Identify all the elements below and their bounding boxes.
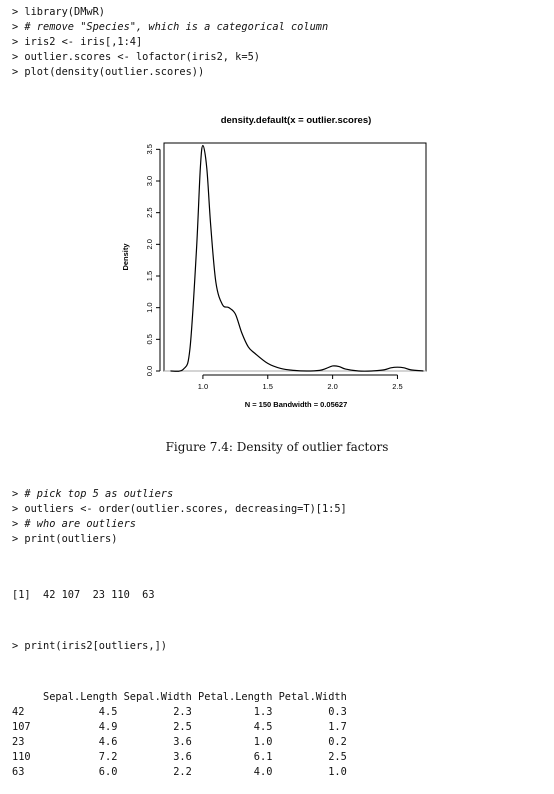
y-axis-label: Density xyxy=(121,243,130,271)
x-axis-label: N = 150 Bandwidth = 0.05627 xyxy=(244,400,348,409)
output-line: [1] 42 107 23 110 63 xyxy=(12,589,155,601)
plot-frame xyxy=(164,143,426,371)
row-label: 23 xyxy=(12,736,37,748)
table-cell: 4.6 xyxy=(36,736,118,748)
density-figure xyxy=(0,105,554,425)
table-cell: 1.0 xyxy=(191,736,273,748)
table-cell: 4.0 xyxy=(191,766,273,778)
outliers-output xyxy=(12,588,155,603)
table-cell: 1.3 xyxy=(191,706,273,718)
code-line: > iris2 <- iris[,1:4] xyxy=(12,36,143,48)
table-cell: 6.0 xyxy=(36,766,118,778)
y-tick-label: 1.0 xyxy=(145,302,154,313)
x-tick-label: 1.5 xyxy=(262,382,273,391)
y-tick-label: 0.0 xyxy=(145,365,154,377)
row-label: 107 xyxy=(12,721,37,733)
code-block-outliers xyxy=(12,487,347,547)
table-cell: Petal.Width xyxy=(272,691,347,703)
row-label: 42 xyxy=(12,706,37,718)
table-cell: 2.5 xyxy=(117,721,192,733)
x-tick-label: 2.0 xyxy=(327,382,338,391)
outlier-table xyxy=(12,690,347,780)
figure-caption: Figure 7.4: Density of outlier factors xyxy=(165,440,389,454)
table-cell: 4.5 xyxy=(36,706,118,718)
code-line: > print(outliers) xyxy=(12,533,118,545)
chart-title: density.default(x = outlier.scores) xyxy=(220,115,372,126)
code-line: > outlier.scores <- lofactor(iris2, k=5) xyxy=(12,51,260,63)
table-cell: 4.5 xyxy=(191,721,273,733)
y-tick-label: 2.0 xyxy=(145,239,154,250)
row-label: 63 xyxy=(12,766,37,778)
code-comment-line: > # remove "Species", which is a categorical column xyxy=(12,21,329,33)
code-line: > plot(density(outlier.scores)) xyxy=(12,66,205,78)
table-cell: 0.3 xyxy=(272,706,347,718)
code-line: > outliers <- order(outlier.scores, decreasing=T)[1:5] xyxy=(12,503,347,515)
code-comment-line: > # who are outliers xyxy=(12,518,136,530)
code-line: > library(DMwR) xyxy=(12,6,105,18)
table-cell: 3.6 xyxy=(117,736,192,748)
table-row xyxy=(12,720,347,735)
table-cell: 4.9 xyxy=(36,721,118,733)
table-cell: Sepal.Width xyxy=(117,691,192,703)
code-block-plot xyxy=(12,5,328,80)
table-row xyxy=(12,705,347,720)
table-cell: Petal.Length xyxy=(191,691,273,703)
code-line: > print(iris2[outliers,]) xyxy=(12,640,167,652)
table-row xyxy=(12,735,347,750)
table-cell: 7.2 xyxy=(36,751,118,763)
y-tick-label: 2.5 xyxy=(145,207,154,218)
x-tick-label: 2.5 xyxy=(392,382,403,391)
table-cell: 1.0 xyxy=(272,766,347,778)
y-tick-label: 1.5 xyxy=(145,270,154,282)
table-cell: 2.5 xyxy=(272,751,347,763)
table-cell: 6.1 xyxy=(191,751,273,763)
table-cell: 3.6 xyxy=(117,751,192,763)
density-curve xyxy=(170,146,423,372)
table-cell: Sepal.Length xyxy=(36,691,118,703)
table-row xyxy=(12,765,347,780)
table-row xyxy=(12,750,347,765)
table-cell: 0.2 xyxy=(272,736,347,748)
code-block-print xyxy=(12,639,167,654)
y-tick-label: 0.5 xyxy=(145,334,154,345)
table-cell: 2.2 xyxy=(117,766,192,778)
table-cell: 1.7 xyxy=(272,721,347,733)
x-tick-label: 1.0 xyxy=(197,382,209,391)
row-label: 110 xyxy=(12,751,37,763)
row-label xyxy=(12,691,37,703)
y-tick-label: 3.0 xyxy=(145,175,154,187)
density-chart xyxy=(0,105,554,425)
table-cell: 2.3 xyxy=(117,706,192,718)
y-tick-label: 3.5 xyxy=(145,144,154,155)
code-comment-line: > # pick top 5 as outliers xyxy=(12,488,174,500)
table-header-row xyxy=(12,690,347,705)
